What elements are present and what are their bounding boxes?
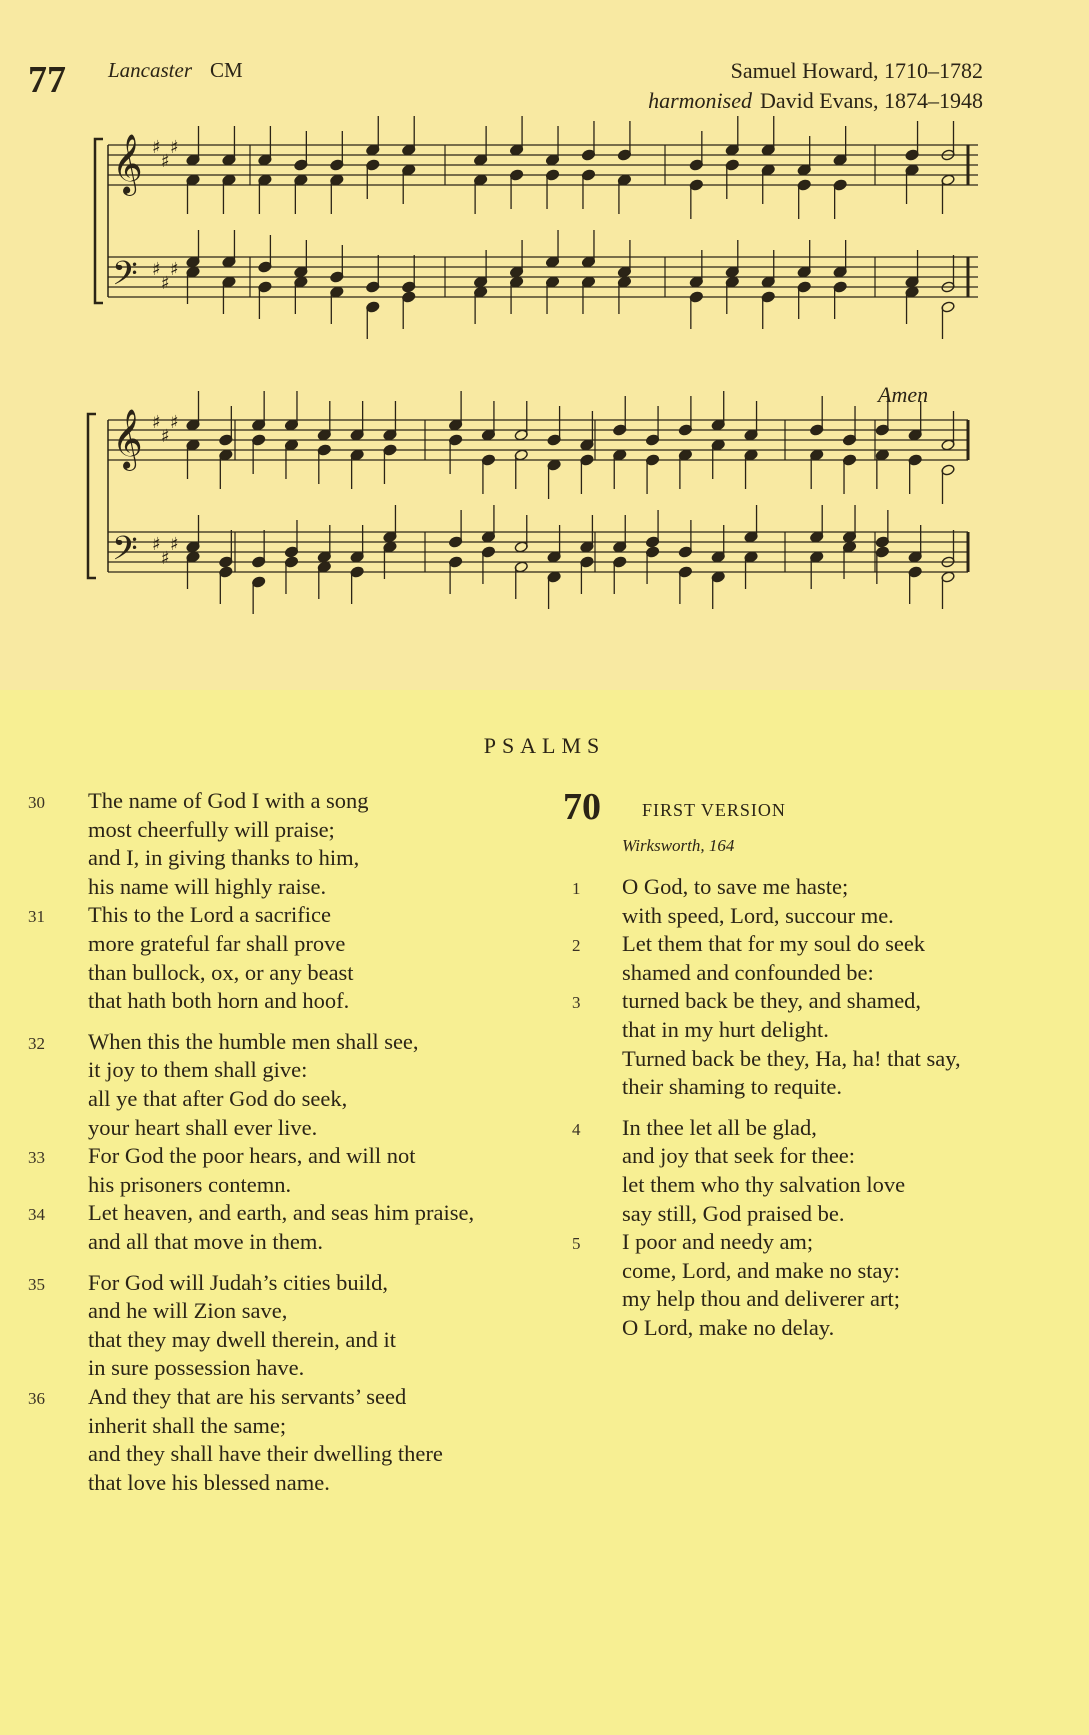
verse-line: and I, in giving thanks to him, bbox=[88, 845, 360, 871]
key-sharp: ♯ bbox=[170, 534, 179, 555]
verse-line: his name will highly raise. bbox=[88, 873, 327, 899]
verse-line: more grateful far shall prove bbox=[88, 931, 346, 956]
verse-line: and they shall have their dwelling there bbox=[88, 1441, 443, 1467]
harmonised-label: harmonised bbox=[648, 88, 752, 113]
verse-line: O God, to save me haste; bbox=[622, 874, 849, 899]
verse-line: O Lord, make no delay. bbox=[622, 1315, 835, 1340]
verse-line: let them who thy salvation love bbox=[622, 1172, 906, 1197]
tune-meter: CM bbox=[210, 58, 243, 82]
verse-line: their shaming to requite. bbox=[622, 1074, 842, 1100]
section-title: PSALMS bbox=[483, 733, 606, 758]
verse-number: 30 bbox=[28, 793, 45, 812]
verse-line: I poor and needy am; bbox=[622, 1229, 814, 1255]
verse-line: This to the Lord a sacrifice bbox=[88, 902, 332, 928]
key-sharp: ♯ bbox=[161, 548, 170, 569]
verse-number: 34 bbox=[28, 1205, 45, 1225]
verse-number: 5 bbox=[572, 1234, 581, 1254]
treble-clef: 𝄞 bbox=[112, 134, 143, 194]
psalm-tune-reference: Wirksworth, 164 bbox=[622, 836, 735, 855]
verse-line: all ye that after God do seek, bbox=[88, 1086, 348, 1111]
verse-line: inherit shall the same; bbox=[88, 1412, 287, 1438]
verse-line: in sure possession have. bbox=[88, 1355, 305, 1381]
verse-line: my help thou and deliverer art; bbox=[622, 1286, 901, 1312]
verse-number: 35 bbox=[28, 1274, 45, 1294]
bass-clef: 𝄢 bbox=[112, 530, 138, 576]
verse-line: In thee let all be glad, bbox=[622, 1114, 817, 1140]
verse-line: it joy to them shall give: bbox=[88, 1057, 308, 1083]
system-bracket bbox=[95, 139, 103, 303]
verse-line: that hath both horn and hoof. bbox=[88, 988, 350, 1014]
psalm-version: FIRST VERSION bbox=[642, 800, 786, 820]
verse-line: most cheerfully will praise; bbox=[88, 816, 335, 842]
verse-line: his prisoners contemn. bbox=[88, 1171, 292, 1197]
verse-line: your heart shall ever live. bbox=[88, 1114, 318, 1140]
key-sharp: ♯ bbox=[152, 534, 161, 555]
verse-number: 32 bbox=[28, 1033, 45, 1053]
verse-number: 4 bbox=[572, 1119, 581, 1139]
key-sharp: ♯ bbox=[170, 259, 179, 280]
verse-line: come, Lord, and make no stay: bbox=[622, 1257, 901, 1283]
treble-clef: 𝄞 bbox=[112, 409, 143, 469]
music-score bbox=[0, 0, 1089, 690]
key-sharp: ♯ bbox=[161, 151, 170, 172]
verse-line: with speed, Lord, succour me. bbox=[622, 902, 894, 928]
harmoniser-name: David Evans, 1874–1948 bbox=[759, 88, 983, 113]
verse-number: 1 bbox=[572, 879, 581, 898]
psalm-number: 70 bbox=[563, 786, 601, 828]
verse-line: Let heaven, and earth, and seas him praise, bbox=[88, 1200, 475, 1226]
verse-line: and he will Zion save, bbox=[88, 1298, 288, 1324]
verse-number: 3 bbox=[572, 993, 581, 1013]
verse-line: that in my hurt delight. bbox=[622, 1017, 829, 1042]
verse-line: Let them that for my soul do seek bbox=[622, 931, 926, 957]
key-sharp: ♯ bbox=[152, 259, 161, 280]
verse-line: Turned back be they, Ha, ha! that say, bbox=[622, 1045, 961, 1071]
verse-number: 36 bbox=[28, 1389, 45, 1408]
verse-line: For God will Judah’s cities build, bbox=[88, 1269, 388, 1295]
key-sharp: ♯ bbox=[161, 426, 170, 447]
verse-number: 31 bbox=[28, 907, 45, 927]
key-sharp: ♯ bbox=[161, 273, 170, 294]
verse-line: turned back be they, and shamed, bbox=[622, 988, 922, 1014]
amen-label: Amen bbox=[878, 382, 929, 407]
verse-line: than bullock, ox, or any beast bbox=[88, 959, 354, 985]
verse-number: 2 bbox=[572, 936, 581, 956]
verse-number: 33 bbox=[28, 1148, 45, 1168]
key-sharp: ♯ bbox=[170, 412, 179, 433]
key-sharp: ♯ bbox=[152, 137, 161, 158]
verse-line: say still, God praised be. bbox=[622, 1200, 845, 1226]
tune-name: Lancaster bbox=[108, 58, 192, 82]
verse-line: shamed and confounded be: bbox=[622, 959, 874, 985]
verse-line: And they that are his servants’ seed bbox=[88, 1384, 407, 1409]
verse-line: that they may dwell therein, and it bbox=[88, 1326, 397, 1352]
verse-line: The name of God I with a song bbox=[88, 788, 369, 813]
composer-credit: Samuel Howard, 1710–1782 bbox=[730, 58, 983, 83]
verse-line: and joy that seek for thee: bbox=[622, 1143, 856, 1169]
hymn-number: 77 bbox=[28, 59, 66, 101]
key-sharp: ♯ bbox=[170, 137, 179, 158]
system-bracket bbox=[88, 414, 96, 578]
verse-line: and all that move in them. bbox=[88, 1229, 323, 1254]
key-sharp: ♯ bbox=[152, 412, 161, 433]
verse-line: For God the poor hears, and will not bbox=[88, 1143, 416, 1169]
verse-line: When this the humble men shall see, bbox=[88, 1028, 419, 1054]
verse-line: that love his blessed name. bbox=[88, 1469, 330, 1495]
bass-clef: 𝄢 bbox=[112, 255, 138, 301]
